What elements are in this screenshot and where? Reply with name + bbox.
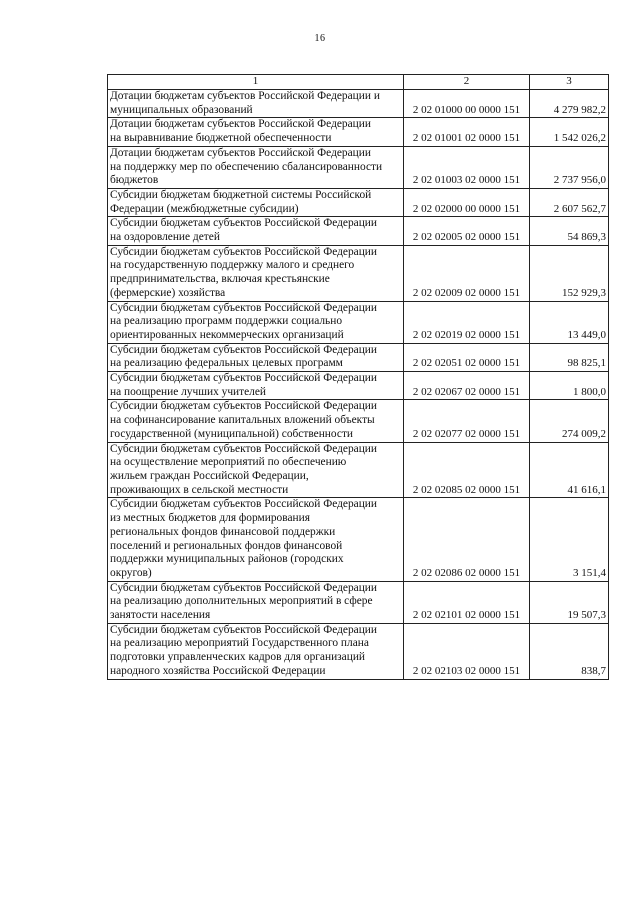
row-name-line: на государственную поддержку малого и среднего	[110, 259, 355, 272]
row-name-line: занятости населения	[110, 609, 211, 622]
row-code-cell: 2 02 02086 02 0000 151	[404, 498, 530, 581]
table-row	[108, 442, 609, 498]
row-code-cell: 2 02 02085 02 0000 151	[404, 442, 530, 498]
row-code-cell: 2 02 02005 02 0000 151	[404, 217, 530, 245]
row-name-line: округов)	[110, 566, 152, 579]
row-name-line: на оздоровление детей	[110, 231, 220, 244]
row-name-line: государственной (муниципальной) собственности	[110, 427, 354, 440]
row-amount-cell: 274 009,2	[530, 400, 609, 442]
row-name-line: Субсидии бюджетам бюджетной системы Российской	[110, 188, 372, 201]
column-header-amount: 3	[530, 75, 609, 90]
row-name-cell	[108, 245, 404, 301]
row-amount-cell: 98 825,1	[530, 343, 609, 371]
row-name-cell	[108, 90, 404, 118]
page-number: 16	[314, 33, 326, 44]
row-name-cell	[108, 343, 404, 371]
row-name-cell	[108, 623, 404, 679]
row-code-cell: 2 02 01003 02 0000 151	[404, 146, 530, 188]
row-amount-cell: 3 151,4	[530, 498, 609, 581]
table-row	[108, 498, 609, 581]
table-row	[108, 217, 609, 245]
row-name-line: на реализацию федеральных целевых программ	[110, 357, 343, 370]
row-code-cell: 2 02 01000 00 0000 151	[404, 90, 530, 118]
table-row	[108, 581, 609, 623]
row-code-cell: 2 02 02103 02 0000 151	[404, 623, 530, 679]
budget-revenue-table	[107, 74, 609, 680]
table-row	[108, 343, 609, 371]
row-name-cell	[108, 498, 404, 581]
row-name-line: на софинансирование капитальных вложений объекты	[110, 414, 375, 427]
table-row	[108, 188, 609, 216]
row-name-line: Субсидии бюджетам субъектов Российской Федерации	[110, 400, 377, 413]
row-name-line: предпринимательства, включая крестьянские	[110, 273, 330, 286]
table-row	[108, 372, 609, 400]
row-name-line: поселений и региональных фондов финансовой	[110, 539, 343, 552]
row-amount-cell: 4 279 982,2	[530, 90, 609, 118]
row-name-line: Субсидии бюджетам субъектов Российской Федерации	[110, 581, 377, 594]
row-amount-cell: 2 737 956,0	[530, 146, 609, 188]
row-name-line: муниципальных образований	[110, 103, 253, 116]
row-name-cell	[108, 400, 404, 442]
row-name-line: Федерации (межбюджетные субсидии)	[110, 202, 299, 215]
table-row	[108, 400, 609, 442]
row-name-line: ориентированных некоммерческих организаций	[110, 328, 344, 341]
table-row	[108, 146, 609, 188]
row-code-cell: 2 02 02067 02 0000 151	[404, 372, 530, 400]
row-name-line: Дотации бюджетам субъектов Российской Федерации	[110, 146, 371, 159]
row-code-cell: 2 02 02101 02 0000 151	[404, 581, 530, 623]
table-row	[108, 245, 609, 301]
table-row	[108, 90, 609, 118]
row-amount-cell: 1 800,0	[530, 372, 609, 400]
row-name-cell	[108, 301, 404, 343]
row-name-line: на осуществление мероприятий по обеспечению	[110, 456, 347, 469]
row-name-line: Субсидии бюджетам субъектов Российской Федерации	[110, 623, 377, 636]
row-amount-cell: 838,7	[530, 623, 609, 679]
row-name-line: народного хозяйства Российской Федерации	[110, 664, 326, 677]
row-code-cell: 2 02 02077 02 0000 151	[404, 400, 530, 442]
row-code-cell: 2 02 02009 02 0000 151	[404, 245, 530, 301]
column-header-code: 2	[404, 75, 530, 90]
row-name-line: из местных бюджетов для формирования	[110, 512, 310, 525]
row-name-cell	[108, 188, 404, 216]
row-name-cell	[108, 442, 404, 498]
row-name-line: бюджетов	[110, 174, 159, 187]
row-amount-cell: 152 929,3	[530, 245, 609, 301]
row-name-line: Субсидии бюджетам субъектов Российской Федерации	[110, 245, 377, 258]
row-name-line: на реализацию мероприятий Государственного плана	[110, 637, 369, 650]
row-name-line: на поощрение лучших учителей	[110, 385, 267, 398]
row-amount-cell: 1 542 026,2	[530, 118, 609, 146]
row-name-cell	[108, 217, 404, 245]
row-name-line: на реализацию дополнительных мероприятий в сфере	[110, 595, 373, 608]
row-amount-cell: 54 869,3	[530, 217, 609, 245]
row-amount-cell: 19 507,3	[530, 581, 609, 623]
row-name-cell	[108, 146, 404, 188]
row-name-line: региональных фондов финансовой поддержки	[110, 525, 336, 538]
row-name-line: Субсидии бюджетам субъектов Российской Федерации	[110, 217, 377, 230]
row-name-line: Субсидии бюджетам субъектов Российской Федерации	[110, 343, 377, 356]
row-name-line: на реализацию программ поддержки социально	[110, 315, 343, 328]
row-name-line: Субсидии бюджетам субъектов Российской Федерации	[110, 442, 377, 455]
row-name-line: Субсидии бюджетам субъектов Российской Федерации	[110, 301, 377, 314]
row-name-line: жильем граждан Российской Федерации,	[110, 469, 309, 482]
row-name-cell	[108, 118, 404, 146]
row-name-line: (фермерские) хозяйства	[110, 286, 226, 299]
row-amount-cell: 13 449,0	[530, 301, 609, 343]
row-name-line: Субсидии бюджетам субъектов Российской Федерации	[110, 498, 377, 511]
row-amount-cell: 41 616,1	[530, 442, 609, 498]
row-name-line: Дотации бюджетам субъектов Российской Федерации	[110, 118, 371, 131]
row-name-cell	[108, 581, 404, 623]
row-amount-cell: 2 607 562,7	[530, 188, 609, 216]
row-name-line: Субсидии бюджетам субъектов Российской Федерации	[110, 372, 377, 385]
table-header-row	[108, 75, 609, 90]
row-name-line: на выравнивание бюджетной обеспеченности	[110, 132, 332, 145]
table-row	[108, 118, 609, 146]
row-name-line: подготовки управленческих кадров для организаций	[110, 651, 366, 664]
table-row	[108, 301, 609, 343]
row-name-line: поддержки муниципальных районов (городских	[110, 553, 344, 566]
row-name-line: проживающих в сельской местности	[110, 483, 289, 496]
column-header-name: 1	[108, 75, 404, 90]
row-name-line: Дотации бюджетам субъектов Российской Федерации и	[110, 90, 380, 102]
row-code-cell: 2 02 02019 02 0000 151	[404, 301, 530, 343]
row-code-cell: 2 02 02051 02 0000 151	[404, 343, 530, 371]
table-body	[108, 90, 609, 680]
table-row	[108, 623, 609, 679]
row-name-cell	[108, 372, 404, 400]
row-code-cell: 2 02 01001 02 0000 151	[404, 118, 530, 146]
row-name-line: на поддержку мер по обеспечению сбалансированности	[110, 160, 383, 173]
row-code-cell: 2 02 02000 00 0000 151	[404, 188, 530, 216]
